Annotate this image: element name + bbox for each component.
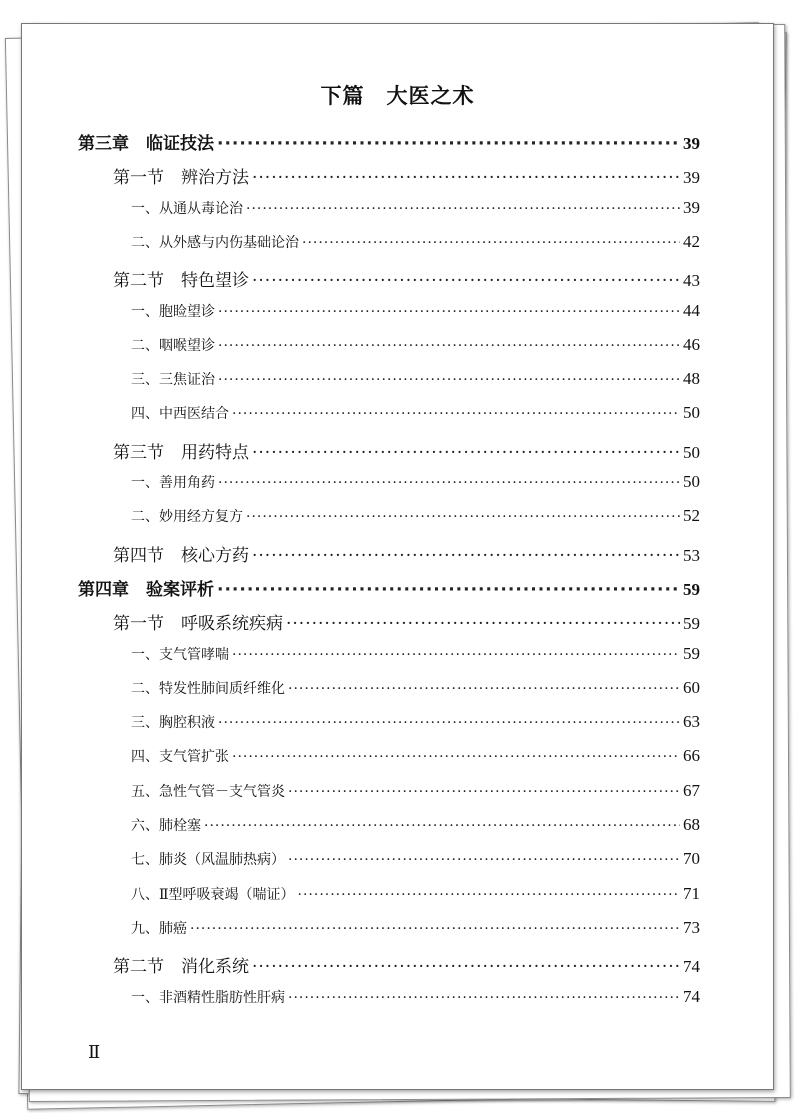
toc-entry-title: 二、从外感与内伤基础论治 bbox=[131, 234, 299, 251]
page-number: Ⅱ bbox=[88, 1042, 101, 1063]
toc-entry-page: 50 bbox=[683, 442, 700, 462]
dot-leader bbox=[252, 271, 680, 291]
toc-entry-item[interactable] bbox=[131, 301, 700, 329]
dot-leader bbox=[218, 372, 680, 388]
toc-entry-title: 一、非酒精性脂肪性肝病 bbox=[131, 989, 285, 1006]
toc-entry-page: 53 bbox=[683, 545, 700, 565]
toc-entry-title: 第二节 消化系统 bbox=[113, 957, 249, 978]
toc-entry-chapter[interactable] bbox=[78, 129, 700, 157]
toc-entry-title: 四、支气管扩张 bbox=[131, 749, 229, 766]
toc-entry-title: 四、中西医结合 bbox=[131, 406, 229, 423]
toc-entry-item[interactable] bbox=[131, 746, 700, 774]
toc-entry-page: 42 bbox=[683, 231, 700, 251]
toc-entry-page: 44 bbox=[683, 300, 700, 320]
dot-leader bbox=[218, 715, 680, 731]
toc-entry-page: 59 bbox=[683, 643, 700, 663]
dot-leader bbox=[288, 681, 680, 697]
toc-entry-section[interactable] bbox=[113, 952, 700, 980]
dot-leader bbox=[252, 957, 680, 977]
toc-entry-section[interactable] bbox=[113, 266, 700, 294]
dot-leader bbox=[288, 852, 680, 868]
dot-leader bbox=[288, 784, 680, 800]
toc-entry-title: 六、肺栓塞 bbox=[131, 818, 201, 834]
toc-entry-page: 63 bbox=[683, 712, 700, 732]
dot-leader bbox=[217, 580, 680, 600]
toc-entry-title: 一、胞睑望诊 bbox=[131, 303, 215, 320]
toc-entry-page: 50 bbox=[683, 403, 700, 423]
dot-leader bbox=[232, 406, 680, 422]
toc-entry-item[interactable] bbox=[131, 472, 700, 500]
toc-entry-title: 二、特发性肺间质纤维化 bbox=[131, 680, 285, 697]
toc-entry-page: 59 bbox=[683, 579, 700, 599]
toc-entry-item[interactable] bbox=[131, 403, 700, 431]
toc-entry-title: 三、胸腔积液 bbox=[131, 715, 215, 732]
toc-entry-section[interactable] bbox=[113, 609, 700, 637]
toc-entry-title: 三、三焦证治 bbox=[131, 372, 215, 389]
dot-leader bbox=[190, 921, 680, 937]
toc-entry-page: 71 bbox=[683, 883, 700, 903]
toc-entry-page: 68 bbox=[683, 815, 700, 834]
toc-entry-page: 39 bbox=[683, 168, 700, 188]
toc-entry-page: 74 bbox=[683, 957, 700, 977]
toc-entry-item[interactable] bbox=[131, 918, 700, 946]
toc-entry-page: 39 bbox=[683, 134, 700, 153]
toc-entry-item[interactable] bbox=[131, 781, 700, 809]
dot-leader bbox=[302, 235, 680, 251]
toc-entry-title: 第一节 辨治方法 bbox=[113, 168, 249, 189]
toc-entry-section[interactable] bbox=[113, 541, 700, 569]
dot-leader bbox=[252, 546, 680, 566]
dot-leader bbox=[246, 201, 680, 217]
toc-entry-title: 七、肺炎（风温肺热病） bbox=[131, 852, 285, 869]
toc-entry-chapter[interactable] bbox=[78, 575, 700, 603]
toc-entry-page: 59 bbox=[683, 614, 700, 634]
toc-entry-title: 第四节 核心方药 bbox=[113, 545, 249, 566]
toc-entry-title: 九、肺癌 bbox=[131, 920, 187, 937]
toc-entry-item[interactable] bbox=[131, 712, 700, 740]
dot-leader bbox=[218, 475, 680, 491]
toc-entry-title: 一、善用角药 bbox=[131, 475, 215, 491]
dot-leader bbox=[204, 818, 680, 834]
toc-entry-item[interactable] bbox=[131, 644, 700, 672]
toc-entry-page: 67 bbox=[683, 780, 700, 800]
toc-entry-title: 五、急性气管－支气管炎 bbox=[131, 783, 285, 800]
toc-entry-item[interactable] bbox=[131, 678, 700, 706]
toc-entry-section[interactable] bbox=[113, 438, 700, 466]
dot-leader bbox=[218, 338, 680, 354]
dot-leader bbox=[246, 509, 680, 525]
toc-entry-title: 一、支气管哮喘 bbox=[131, 646, 229, 663]
toc-entry-page: 52 bbox=[683, 506, 700, 526]
toc-entry-item[interactable] bbox=[131, 849, 700, 877]
dot-leader bbox=[298, 887, 680, 903]
toc-entry-title: 二、咽喉望诊 bbox=[131, 337, 215, 354]
toc-entry-page: 39 bbox=[683, 197, 700, 217]
toc-entry-page: 66 bbox=[683, 746, 700, 766]
toc-entry-page: 43 bbox=[683, 271, 700, 291]
toc-entry-page: 46 bbox=[683, 334, 700, 354]
dot-leader bbox=[286, 614, 680, 634]
dot-leader bbox=[252, 443, 680, 463]
toc-entry-item[interactable] bbox=[131, 232, 700, 260]
toc-entry-page: 70 bbox=[683, 849, 700, 869]
dot-leader bbox=[217, 134, 680, 154]
dot-leader bbox=[232, 647, 680, 663]
toc-entry-title: 第三章 临证技法 bbox=[78, 134, 214, 154]
toc-entry-page: 48 bbox=[683, 369, 700, 389]
toc-entry-title: 第四章 验案评析 bbox=[78, 579, 214, 600]
toc-entry-page: 73 bbox=[683, 917, 700, 937]
toc-entry-title: 第三节 用药特点 bbox=[113, 442, 249, 463]
toc-entry-page: 50 bbox=[683, 472, 700, 491]
toc-entry-title: 第二节 特色望诊 bbox=[113, 271, 249, 292]
toc-entry-item[interactable] bbox=[131, 987, 700, 1015]
toc-entry-title: 一、从通从毒论治 bbox=[131, 200, 243, 217]
dot-leader bbox=[252, 168, 680, 188]
toc-entry-title: 八、Ⅱ型呼吸衰竭（喘证） bbox=[131, 886, 295, 903]
toc-entry-section[interactable] bbox=[113, 163, 700, 191]
toc-entry-page: 60 bbox=[683, 677, 700, 697]
dot-leader bbox=[218, 304, 680, 320]
toc-page bbox=[21, 23, 774, 1090]
toc-entry-title: 二、妙用经方复方 bbox=[131, 509, 243, 526]
dot-leader bbox=[288, 990, 680, 1006]
toc-entry-item[interactable] bbox=[131, 506, 700, 534]
toc-entry-item[interactable] bbox=[131, 198, 700, 226]
page-title: 下篇 大医之术 bbox=[320, 83, 475, 108]
dot-leader bbox=[232, 749, 680, 765]
toc-entry-item[interactable] bbox=[131, 815, 700, 843]
toc-entry-item[interactable] bbox=[131, 335, 700, 363]
toc-entry-item[interactable] bbox=[131, 884, 700, 912]
toc-entry-title: 第一节 呼吸系统疾病 bbox=[113, 614, 283, 635]
toc-entry-page: 74 bbox=[683, 986, 700, 1006]
toc-entry-item[interactable] bbox=[131, 369, 700, 397]
